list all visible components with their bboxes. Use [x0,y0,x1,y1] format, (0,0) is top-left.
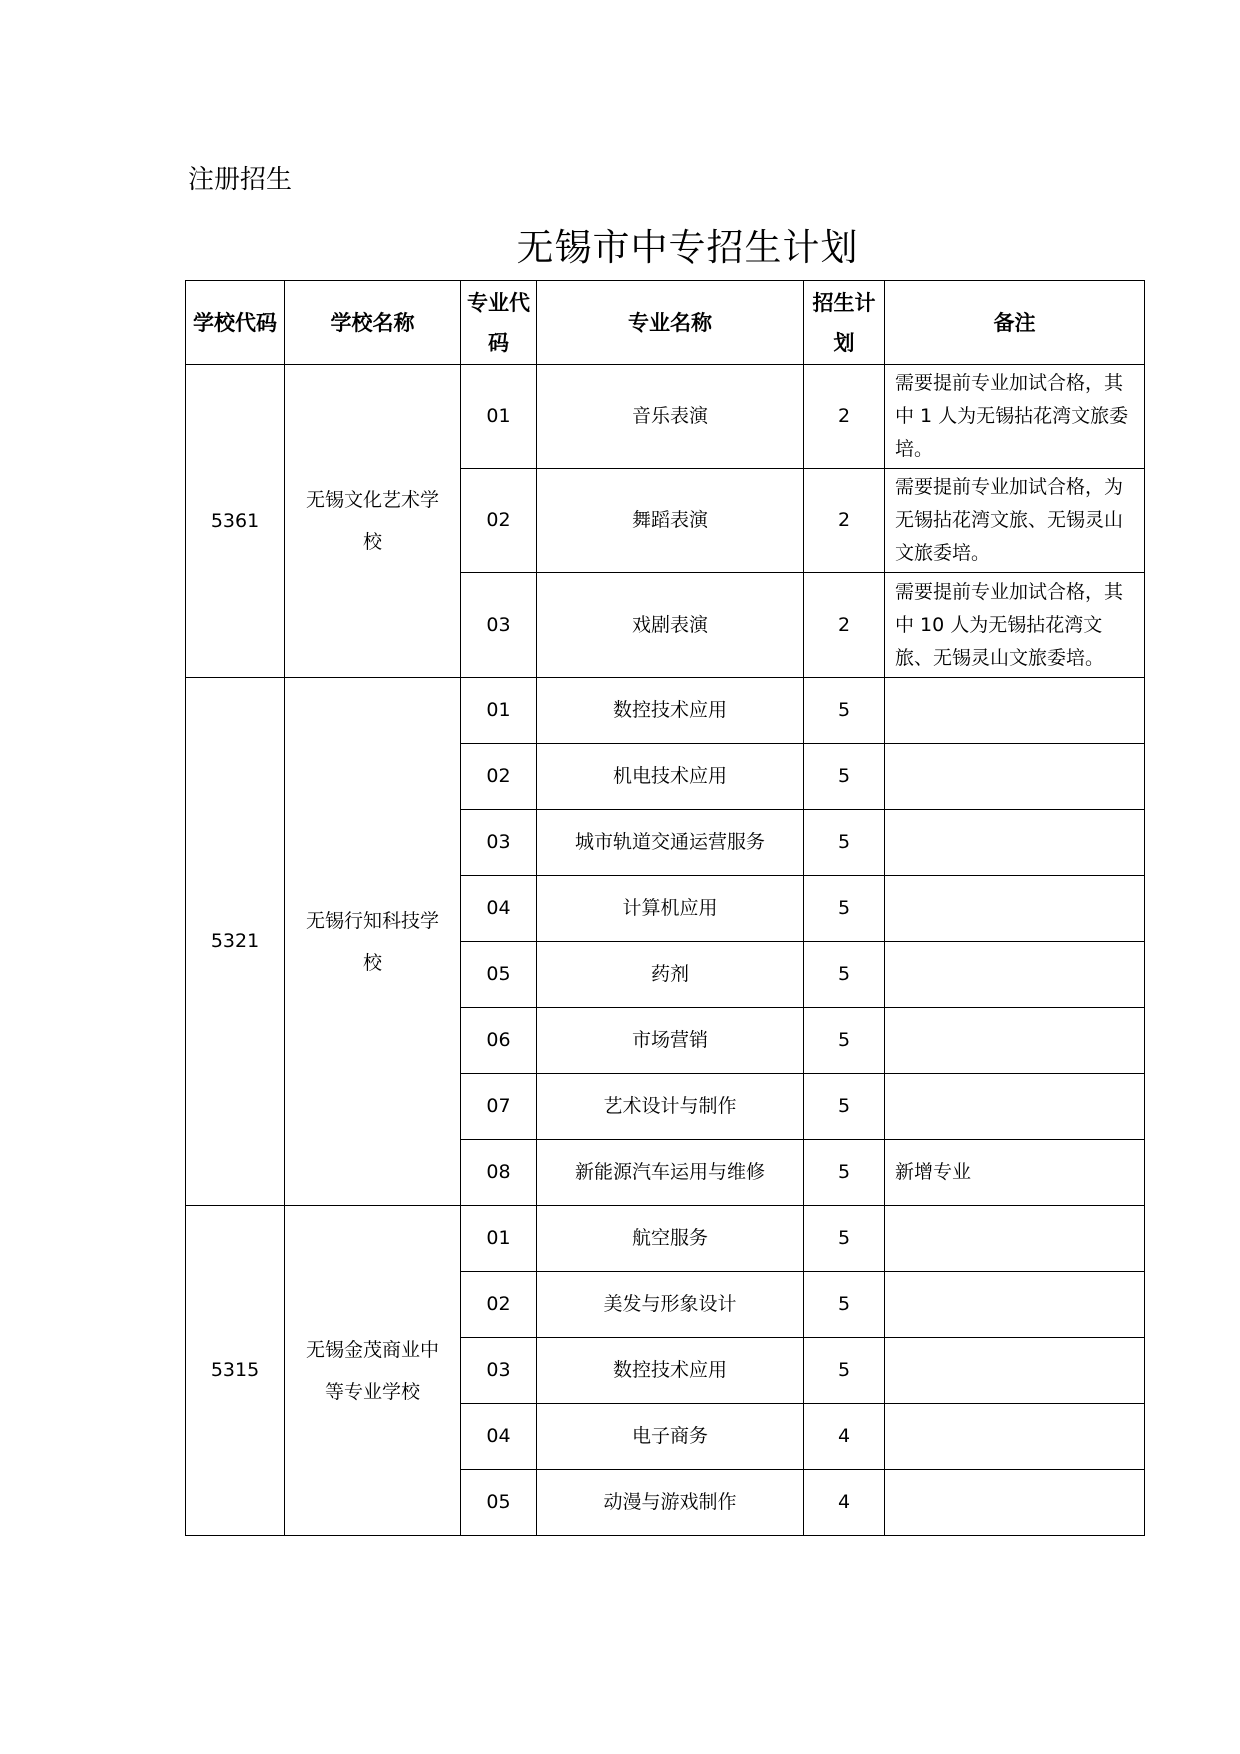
remark [885,1404,1145,1470]
plan-count: 4 [804,1404,885,1470]
plan-count: 5 [804,876,885,942]
remark: 新增专业 [885,1140,1145,1206]
remark [885,678,1145,744]
major-code: 04 [461,876,537,942]
header-plan: 招生计划 [804,281,885,365]
plan-count: 5 [804,678,885,744]
plan-count: 5 [804,942,885,1008]
major-name: 市场营销 [537,1008,804,1074]
major-name: 美发与形象设计 [537,1272,804,1338]
major-name: 戏剧表演 [537,573,804,678]
major-name: 艺术设计与制作 [537,1074,804,1140]
plan-count: 4 [804,1470,885,1536]
major-name: 音乐表演 [537,365,804,469]
major-code: 06 [461,1008,537,1074]
header-school-code: 学校代码 [186,281,285,365]
school-code: 5321 [186,678,285,1206]
remark [885,942,1145,1008]
major-code: 02 [461,469,537,573]
remark [885,1272,1145,1338]
plan-count: 5 [804,744,885,810]
major-name: 电子商务 [537,1404,804,1470]
remark: 需要提前专业加试合格，其中 10 人为无锡拈花湾文旅、无锡灵山文旅委培。 [885,573,1145,678]
remark [885,1338,1145,1404]
major-code: 01 [461,678,537,744]
major-code: 01 [461,365,537,469]
major-code: 08 [461,1140,537,1206]
table-row [186,1206,1145,1272]
major-name: 动漫与游戏制作 [537,1470,804,1536]
major-code: 05 [461,942,537,1008]
major-name: 数控技术应用 [537,678,804,744]
plan-count: 5 [804,1206,885,1272]
major-code: 07 [461,1074,537,1140]
major-name: 数控技术应用 [537,1338,804,1404]
major-name: 机电技术应用 [537,744,804,810]
header-school-name: 学校名称 [285,281,461,365]
table-row [186,678,1145,744]
major-code: 02 [461,1272,537,1338]
school-name: 无锡金茂商业中等专业学校 [285,1206,461,1536]
plan-count: 5 [804,1074,885,1140]
plan-count: 2 [804,469,885,573]
major-name: 计算机应用 [537,876,804,942]
remark [885,1074,1145,1140]
major-code: 03 [461,573,537,678]
school-code: 5361 [186,365,285,678]
remark: 需要提前专业加试合格，其中 1 人为无锡拈花湾文旅委培。 [885,365,1145,469]
section-label: 注册招生 [188,165,293,195]
table-row [186,365,1145,469]
major-code: 02 [461,744,537,810]
remark [885,744,1145,810]
plan-count: 2 [804,573,885,678]
major-name: 药剂 [537,942,804,1008]
table-header-row [186,281,1145,365]
plan-count: 5 [804,1140,885,1206]
school-name: 无锡文化艺术学校 [285,365,461,678]
school-code: 5315 [186,1206,285,1536]
header-remark: 备注 [885,281,1145,365]
major-name: 航空服务 [537,1206,804,1272]
major-name: 城市轨道交通运营服务 [537,810,804,876]
remark [885,1008,1145,1074]
plan-count: 5 [804,810,885,876]
major-name: 舞蹈表演 [537,469,804,573]
school-name: 无锡行知科技学校 [285,678,461,1206]
plan-count: 5 [804,1338,885,1404]
remark [885,876,1145,942]
page-title: 无锡市中专招生计划 [516,226,859,269]
remark [885,1206,1145,1272]
plan-count: 2 [804,365,885,469]
remark [885,810,1145,876]
major-code: 05 [461,1470,537,1536]
major-name: 新能源汽车运用与维修 [537,1140,804,1206]
remark: 需要提前专业加试合格，为无锡拈花湾文旅、无锡灵山文旅委培。 [885,469,1145,573]
header-major-code: 专业代码 [461,281,537,365]
header-major-name: 专业名称 [537,281,804,365]
major-code: 03 [461,1338,537,1404]
enrollment-plan-table [185,280,1145,1536]
major-code: 03 [461,810,537,876]
remark [885,1470,1145,1536]
major-code: 04 [461,1404,537,1470]
plan-count: 5 [804,1008,885,1074]
major-code: 01 [461,1206,537,1272]
plan-count: 5 [804,1272,885,1338]
